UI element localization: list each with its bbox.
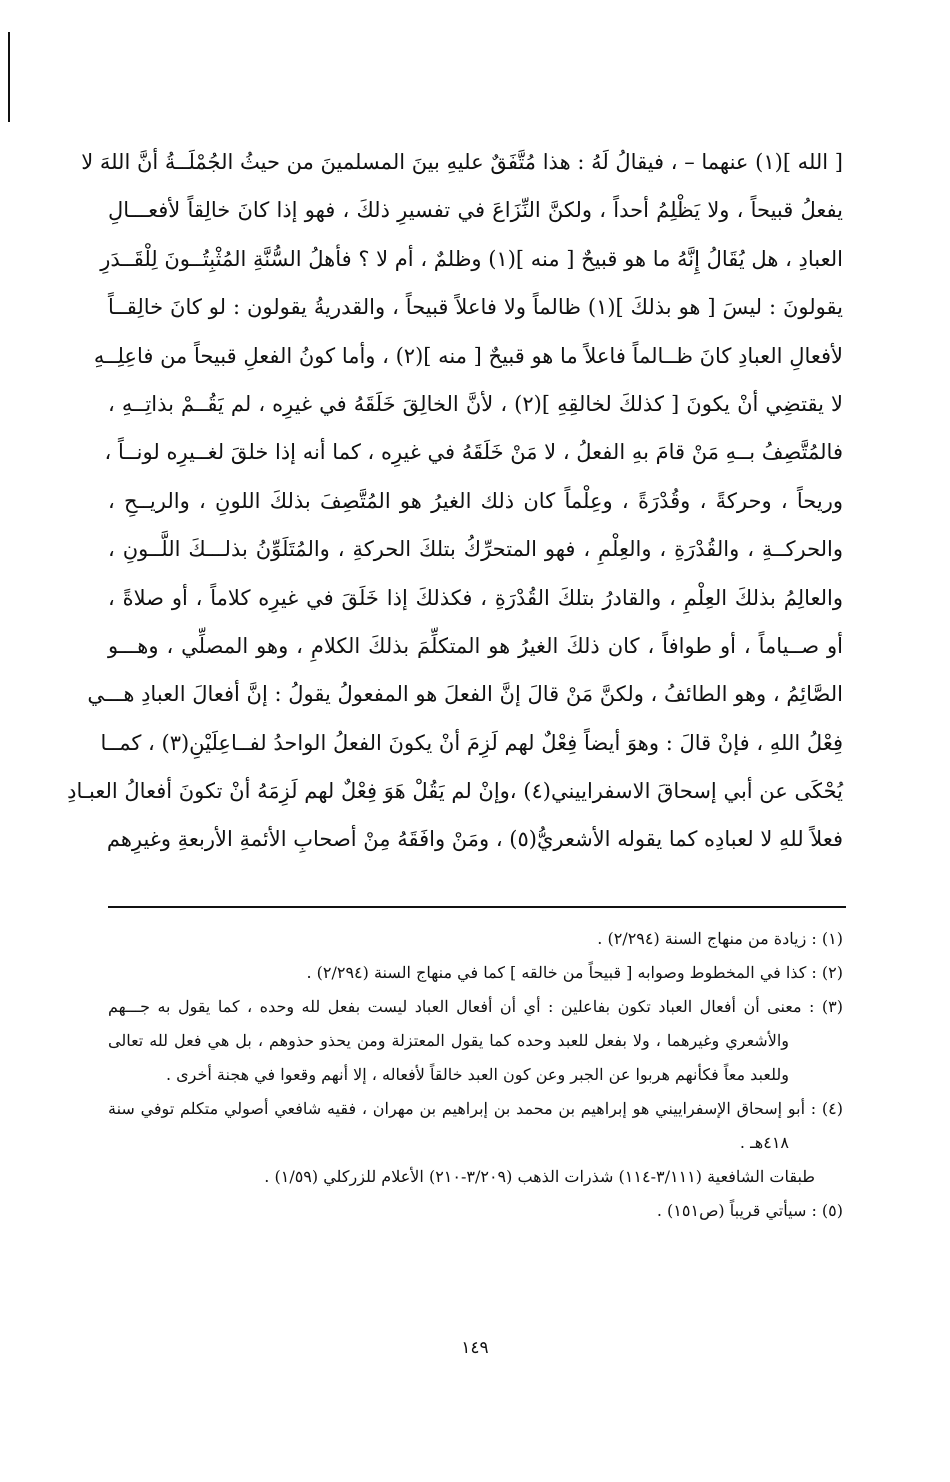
text-line: فالمُتَّصِفُ بــهِ مَنْ قامَ بهِ الفعلُ ، لا مَنْ خَلَقَهُ في غيرِه ، كما أنه إذا خلقَ لغــيرِه لونــاً ،	[104, 440, 843, 465]
footnote-3-continuation: وللعبد معاً فكأنهم هربوا عن الجبر وعن كون العبد خالقاً لأفعاله ، إلا أنهم وقعوا في هجنة أخرى .	[165, 1065, 789, 1084]
footnote-3: (٣) : معنى أن أفعال العباد تكون بفاعلين : أي أن أفعال العباد ليست بفعل لله وحده ، كما يقول به جـــهم	[108, 997, 843, 1016]
text-line: فِعْلُ اللهِ ، فإنْ قالَ : وهوَ أيضاً فِعْلٌ لهم لَزِمَ أنْ يكونَ الفعلُ الواحدُ لفــاعِلَيْنِ(٣) ، كمــا	[100, 730, 843, 755]
footnote-4: (٤) : أبو إسحاق الإسفراييني هو إبراهيم بن محمد بن إبراهيم بن مهران ، فقيه شافعي أصولي متكلم توفي سنة	[108, 1099, 843, 1118]
text-line: والعالِمُ بذلكَ العِلْمِ ، والقادرُ بتلكَ القُدْرَةِ ، فكذلكَ إذا خَلَقَ في غيرِه كلاماً ، أو صلاةً ،	[108, 585, 843, 610]
text-line: العبادِ ، هل يُقَالُ إِنَّهُ ما هو قبيحٌ [ منه ](١) وظلمٌ ، أم لا ؟ فأهلُ السُّنَّةِ المُثْبِتُــونَ لِلْقَــدَرِ	[100, 246, 843, 271]
footnotes-block	[108, 922, 843, 1228]
text-line: وريحاً ، وحركةً ، وقُدْرَةً ، وعِلْماً كان ذلك الغيرُ هو المُتَّصِفَ بذلكَ اللونِ ، والريــحِ ،	[108, 488, 843, 513]
text-line: لا يقتضِي أنْ يكونَ [ كذلكَ لخالقِهِ ](٢) ، لأنَّ الخالِقَ خَلَقَهُ في غيرِه ، لم يَقُــمْ بذاتِــهِ ،	[108, 391, 843, 416]
text-line: يقولونَ : ليسَ [ هو بذلكَ ](١) ظالماً ولا فاعلاً قبيحاً ، والقدريةُ يقولون : لو كانَ خالِقــاً	[108, 295, 843, 320]
text-line: يُحْكَى عن أبي إسحاقَ الاسفراييني(٤) ،وإنْ لم يَقُلْ هَوَ فِعْلٌ لهم لَزِمَهُ أنْ تكونَ أفعالُ العبـادِ	[67, 779, 843, 804]
text-line: [ الله ](١) عنهما – ، فيقالُ لَهُ : هذا مُتَّفَقٌ عليهِ بينَ المسلمينَ من حيثُ الجُمْلَــةُ أنَّ اللهَ لا	[81, 150, 843, 174]
text-line: الصَّائِمُ ، وهو الطائفُ ، ولكنَّ مَنْ قالَ إنَّ الفعلَ هو المفعولُ يقولُ : إنَّ أفعالَ العبادِ هـــي	[87, 682, 843, 707]
footnote-3-continuation: والأشعري وغيرهما ، ولا بفعل للعبد وحده كما يقول المعتزلة ومن يحذو حذوهم ، بل هي فعل لله تعالى	[108, 1031, 789, 1050]
footnote-4-references: طبقات الشافعية (٣/١١١-١١٤) شذرات الذهب (٣/٢٠٩-٢١٠) الأعلام للزركلي (١/٥٩) .	[264, 1167, 815, 1186]
footnote-2: (٢) : كذا في المخطوط وصوابه [ قبيحاً من خالقه ] كما في منهاج السنة (٢/٢٩٤) .	[306, 963, 843, 982]
margin-binding-line	[8, 32, 10, 122]
text-line: أو صــياماً ، أو طوافاً ، كان ذلكَ الغيرُ هو المتكلِّمَ بذلكَ الكلامِ ، وهو المصلِّي ، وهـــو	[108, 633, 843, 658]
footnote-4-continuation: ٤١٨هـ .	[739, 1133, 789, 1152]
footnote-separator	[108, 906, 846, 908]
text-line: يفعلُ قبيحاً ، ولا يَظْلِمُ أحداً ، ولكنَّ النِّزَاعَ في تفسيرِ ذلكَ ، فهو إذا كانَ خالِقاً لأفعـــالِ	[108, 198, 843, 223]
main-text-block	[67, 138, 843, 864]
text-line: لأفعالِ العبادِ كانَ ظــالماً فاعلاً ما هو قبيحٌ [ منه ](٢) ، وأما كونُ الفعلِ قبيحاً من فاعِلِــهِ	[93, 343, 843, 368]
text-line: والحركــةِ ، والقُدْرَةِ ، والعِلْمِ ، فهو المتحرِّكُ بتلكَ الحركةِ ، والمُتَلَوِّنُ بذلـــكَ اللَّــونِ ،	[108, 537, 843, 562]
page-number: ١٤٩	[461, 1338, 489, 1358]
footnote-5: (٥) : سيأتي قريباً (ص١٥١) .	[656, 1201, 843, 1220]
footnote-1: (١) : زيادة من منهاج السنة (٢/٢٩٤) .	[597, 929, 843, 948]
text-line: فعلاً للهِ لا لعبادِه كما يقوله الأشعريُّ(٥) ، ومَنْ وافَقَهُ مِنْ أصحابِ الأئمةِ الأربعةِ وغيرِهم	[106, 827, 843, 852]
